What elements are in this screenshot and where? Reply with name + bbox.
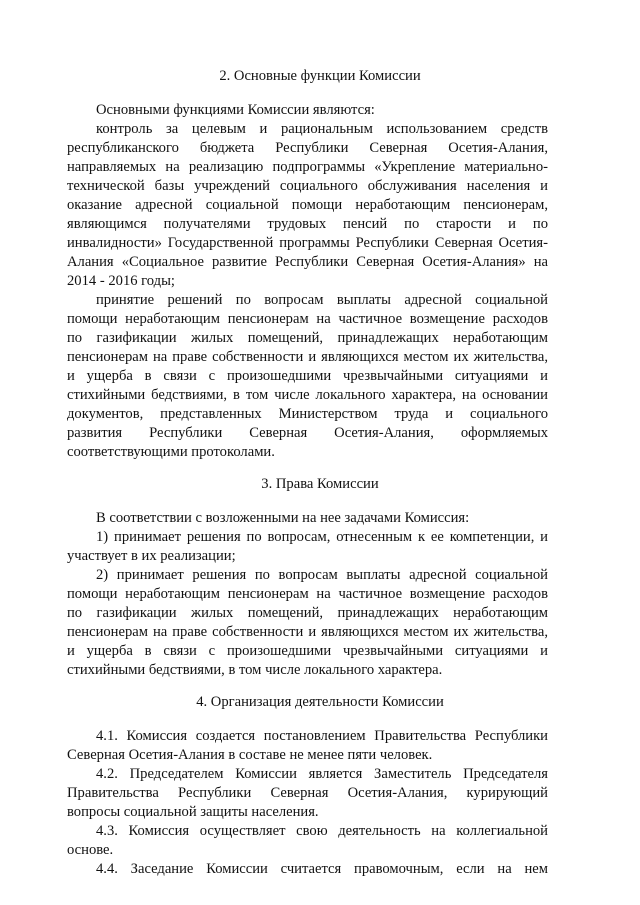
paragraph-line: пенсионерам на праве собственности и являющихся местом их жительства, bbox=[67, 349, 548, 365]
paragraph-line: соответствующими протоколами. bbox=[67, 444, 275, 460]
paragraph-line: стихийными бедствиями, в том числе локального характера, на основании bbox=[67, 387, 548, 403]
paragraph-line: пенсионерам на праве собственности и являющихся местом их жительства, bbox=[67, 624, 548, 640]
paragraph-line: контроль за целевым и рациональным использованием средств bbox=[96, 121, 548, 137]
paragraph-line: являющимся получателями трудовых пенсий по старости и по bbox=[67, 216, 548, 232]
paragraph-line: документов, представленных Министерством труда и социального bbox=[67, 406, 548, 422]
paragraph-line: и ущерба в связи с произошедшими чрезвычайными ситуациями и bbox=[67, 643, 548, 659]
paragraph-line: 4.1. Комиссия создается постановлением Правительства Республики bbox=[96, 728, 548, 744]
paragraph-line: инвалидности» Государственной программы Республики Северная Осетия- bbox=[67, 235, 548, 251]
paragraph-line: В соответствии с возложенными на нее задачами Комиссия: bbox=[96, 510, 470, 526]
paragraph-line: 4.3. Комиссия осуществляет свою деятельность на коллегиальной bbox=[96, 823, 548, 839]
paragraph-line: Основными функциями Комиссии являются: bbox=[96, 102, 375, 118]
paragraph-line: по газификации жилых помещений, принадлежащих неработающим bbox=[67, 330, 548, 346]
paragraph-line: технической базы учреждений социального обслуживания населения и bbox=[67, 178, 548, 194]
paragraph-line: по газификации жилых помещений, принадлежащих неработающим bbox=[67, 605, 548, 621]
paragraph-line: и ущерба в связи с произошедшими чрезвычайными ситуациями и bbox=[67, 368, 548, 384]
section-heading: 2. Основные функции Комиссии bbox=[219, 68, 421, 84]
paragraph-line: республиканского бюджета Республики Северная Осетия-Алания, bbox=[67, 140, 548, 156]
paragraph-line: 2) принимает решения по вопросам выплаты адресной социальной bbox=[96, 567, 548, 583]
paragraph-line: Алания «Социальное развитие Республики Северная Осетия-Алания» на bbox=[67, 254, 548, 270]
paragraph-line: Северная Осетия-Алания в составе не менее пяти человек. bbox=[67, 747, 433, 763]
paragraph-line: участвует в их реализации; bbox=[67, 548, 236, 564]
paragraph-line: 4.4. Заседание Комиссии считается правомочным, если на нем bbox=[96, 861, 548, 877]
paragraph-line: развития Республики Северная Осетия-Алания, оформляемых bbox=[67, 425, 548, 441]
paragraph-line: стихийными бедствиями, в том числе локального характера. bbox=[67, 662, 443, 678]
paragraph-line: вопросы социальной защиты населения. bbox=[67, 804, 319, 820]
paragraph-line: 4.2. Председателем Комиссии является Заместитель Председателя bbox=[96, 766, 548, 782]
paragraph-line: Правительства Республики Северная Осетия-Алания, курирующий bbox=[67, 785, 548, 801]
paragraph-line: 1) принимает решения по вопросам, отнесенным к ее компетенции, и bbox=[96, 529, 548, 545]
paragraph-line: основе. bbox=[67, 842, 114, 858]
section-heading: 4. Организация деятельности Комиссии bbox=[196, 694, 444, 710]
paragraph-line: помощи неработающим пенсионерам на частичное возмещение расходов bbox=[67, 586, 548, 602]
section-heading: 3. Права Комиссии bbox=[261, 476, 379, 492]
paragraph-line: направляемых на реализацию подпрограммы «Укрепление материально- bbox=[67, 159, 548, 175]
paragraph-line: принятие решений по вопросам выплаты адресной социальной bbox=[96, 292, 548, 308]
paragraph-line: 2014 - 2016 годы; bbox=[67, 273, 175, 289]
paragraph-line: оказание адресной социальной помощи неработающим пенсионерам, bbox=[67, 197, 548, 213]
paragraph-line: помощи неработающим пенсионерам на частичное возмещение расходов bbox=[67, 311, 548, 327]
